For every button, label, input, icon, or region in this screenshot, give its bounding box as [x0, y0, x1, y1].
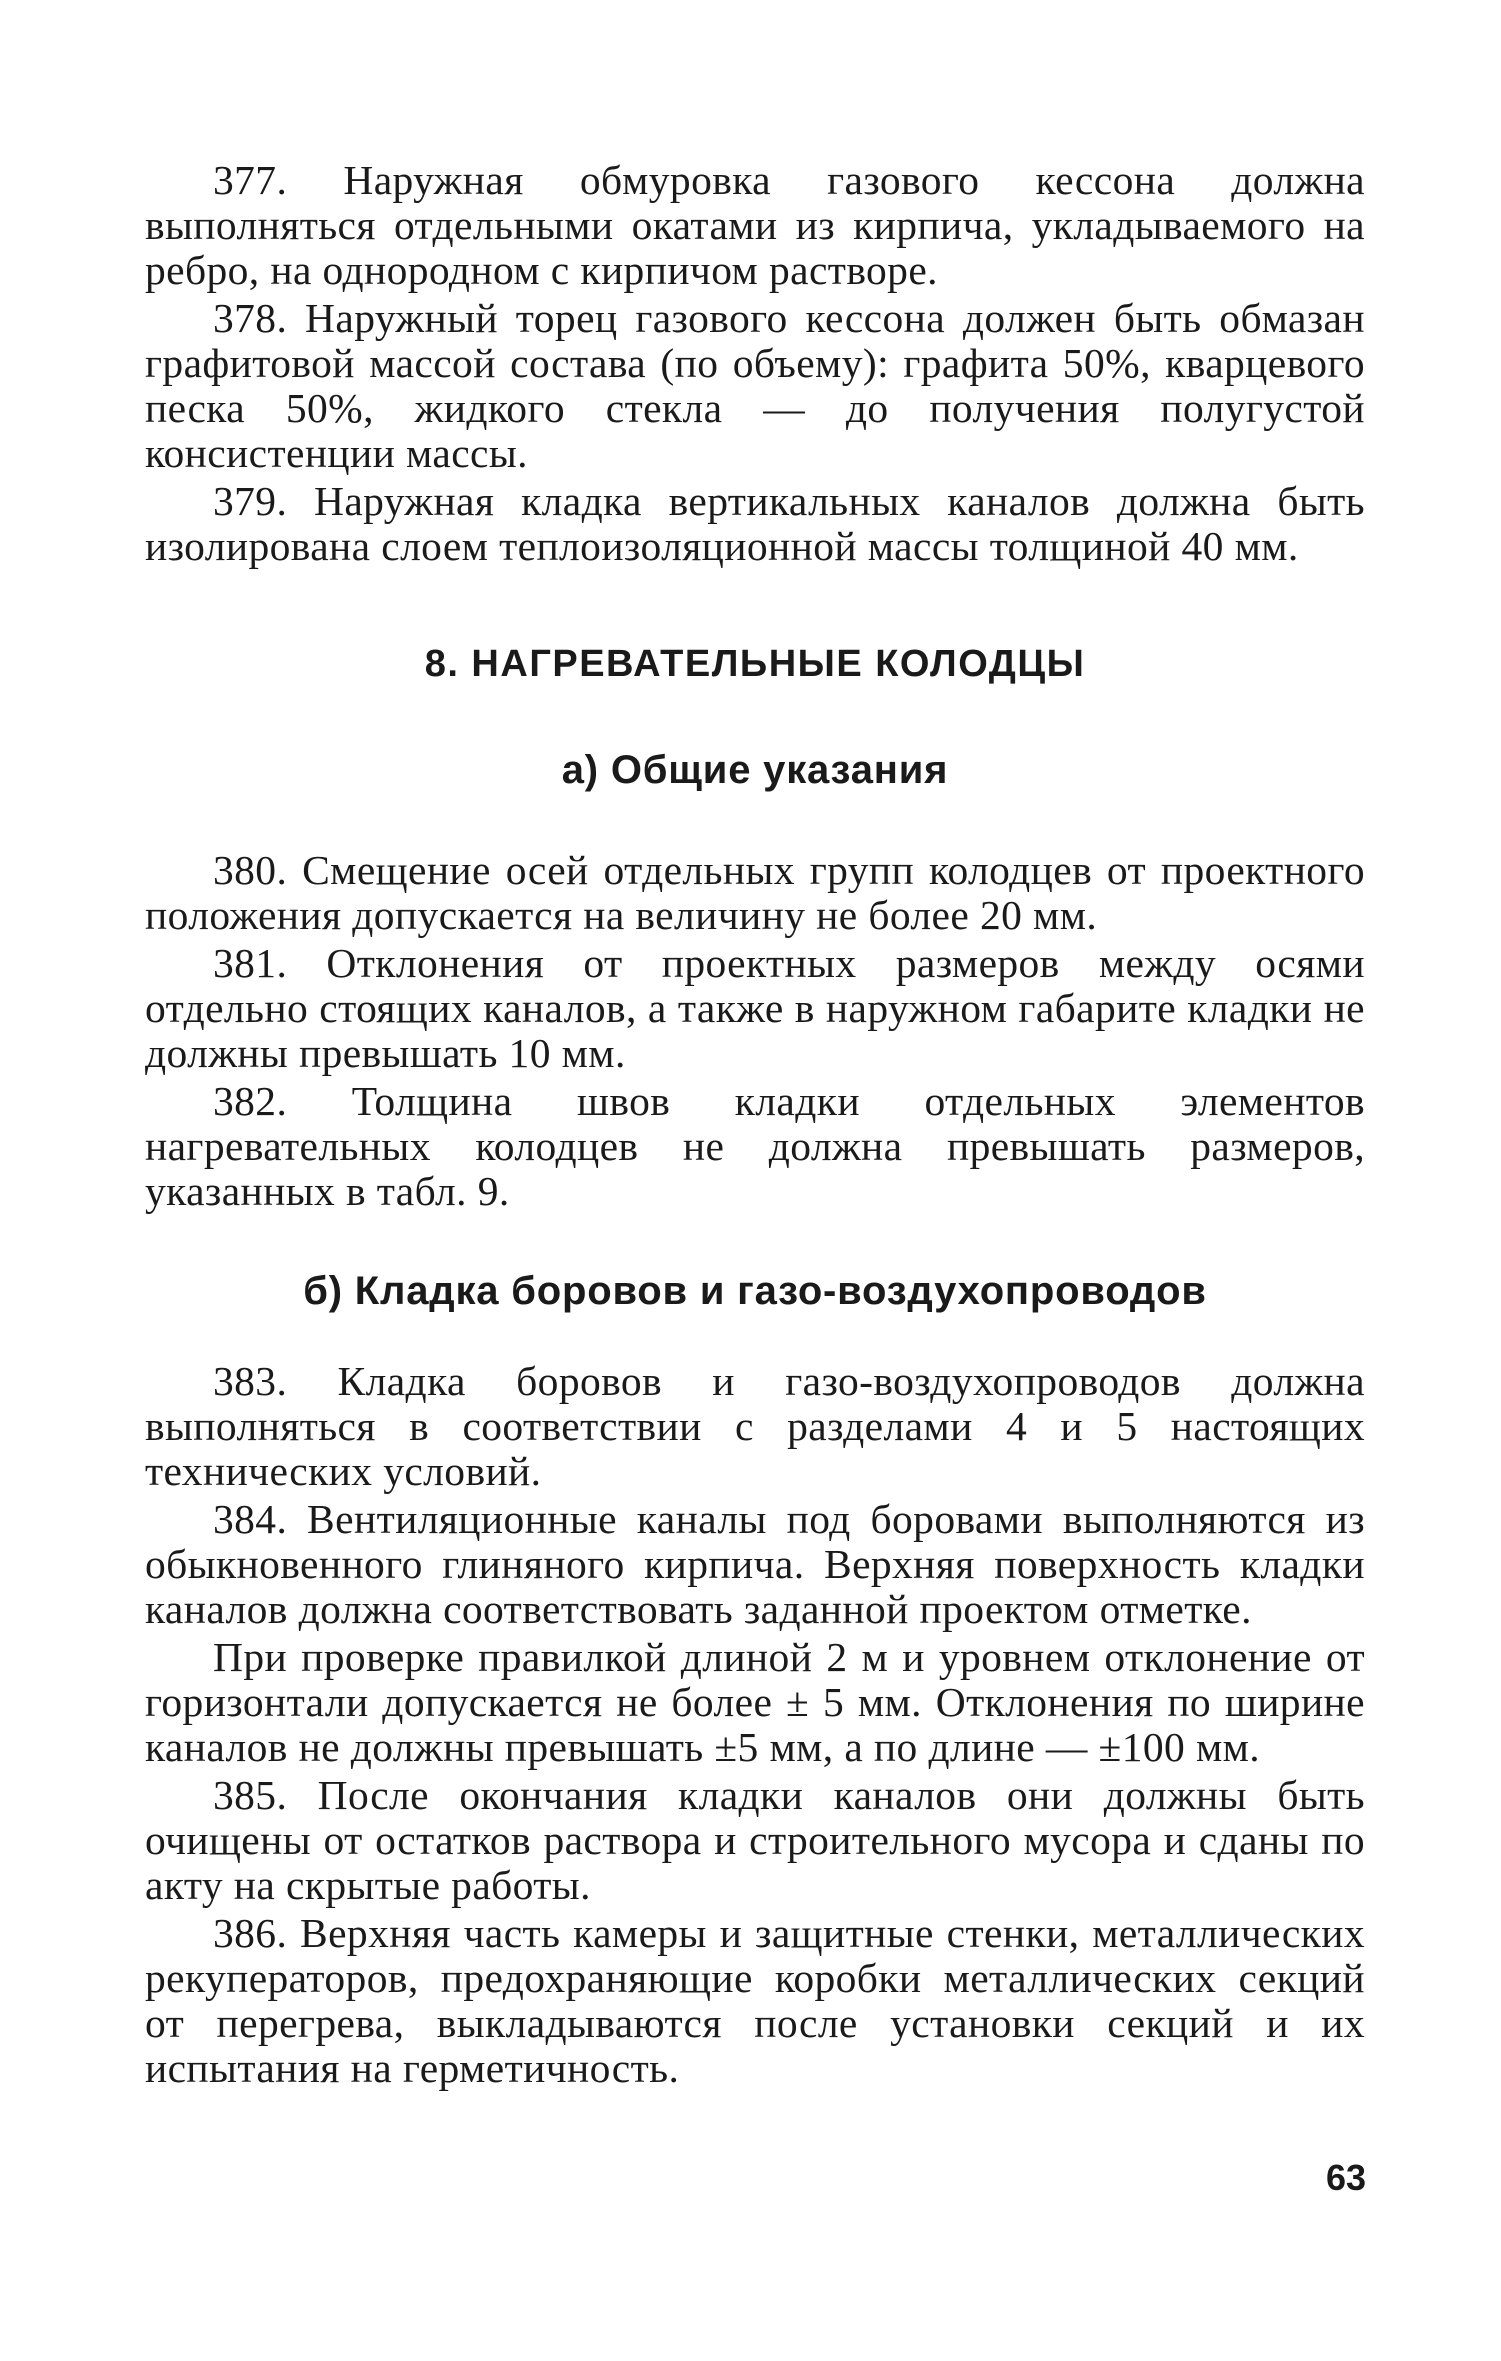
paragraph-378: 378. Наружный торец газового кессона должен быть обмазан графитовой массой состава (по объему): графита 50%, кварцевого песка 50%, жидкого стекла — до получения полугустой консистенции массы.	[145, 295, 1365, 476]
paragraph-383: 383. Кладка боровов и газо-воздухопроводов должна выполняться в соответствии с разделами 4 и 5 настоящих технических условий.	[145, 1358, 1365, 1494]
paragraph-384-continued: При проверке правилкой длиной 2 м и уровнем отклонение от горизонтали допускается не более ± 5 мм. Отклонения по ширине каналов не должны превышать ±5 мм, а по длине — ±100 мм.	[145, 1634, 1365, 1770]
paragraph-379: 379. Наружная кладка вертикальных каналов должна быть изолирована слоем теплоизоляционной массы толщиной 40 мм.	[145, 478, 1365, 569]
subsection-title-flues: б) Кладка боровов и газо-воздухопроводов	[303, 1269, 1207, 1313]
paragraph-380: 380. Смещение осей отдельных групп колодцев от проектного положения допускается на величину не более 20 мм.	[145, 847, 1365, 938]
paragraph-386: 386. Верхняя часть камеры и защитные стенки, металлических рекуператоров, предохраняющие коробки металлических секций от перегрева, выкладываются после установки секций и их испытания на герметичность.	[145, 1910, 1365, 2091]
page-number: 63	[1325, 2157, 1366, 2198]
paragraph-384: 384. Вентиляционные каналы под боровами выполняются из обыкновенного глиняного кирпича. Верхняя поверхность кладки каналов должна соответствовать заданной проектом отметке.	[145, 1496, 1365, 1632]
page-content	[145, 158, 1365, 2094]
paragraph-381: 381. Отклонения от проектных размеров между осями отдельно стоящих каналов, а также в наружном габарите кладки не должны превышать 10 мм.	[145, 940, 1365, 1076]
paragraph-382: 382. Толщина швов кладки отдельных элементов нагревательных колодцев не должна превышать размеров, указанных в табл. 9.	[145, 1078, 1365, 1214]
paragraph-377: 377. Наружная обмуровка газового кессона должна выполняться отдельными окатами из кирпича, укладываемого на ребро, на однородном с кирпичом растворе.	[145, 157, 1365, 293]
section-title: 8. НАГРЕВАТЕЛЬНЫЕ КОЛОДЦЫ	[424, 643, 1086, 685]
paragraph-385: 385. После окончания кладки каналов они должны быть очищены от остатков раствора и строительного мусора и сданы по акту на скрытые работы.	[145, 1772, 1365, 1908]
subsection-title-general: а) Общие указания	[561, 748, 949, 792]
